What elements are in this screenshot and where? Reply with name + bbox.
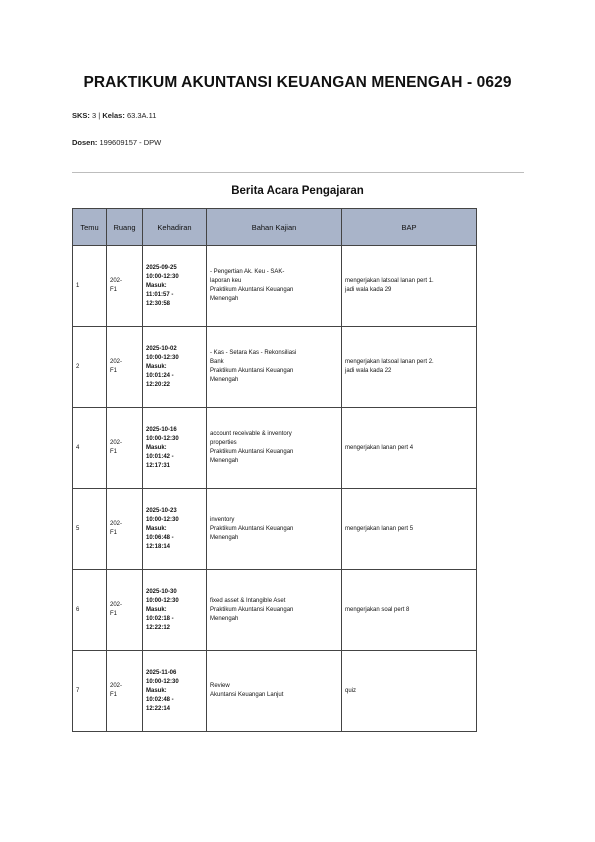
cell-bahan-kajian-line: account receivable & inventory <box>210 431 292 437</box>
cell-kehadiran-line: 10:01:24 - <box>146 372 174 379</box>
cell-kehadiran-line: 2025-09-25 <box>146 264 177 271</box>
cell-kehadiran-line: 10:00-12:30 <box>146 354 179 361</box>
cell-bahan-kajian-line: Akuntansi Keuangan Lanjut <box>210 692 284 698</box>
cell-kehadiran-line: Masuk: <box>146 525 167 532</box>
cell-ruang-line: F1 <box>110 287 118 293</box>
cell-temu: 7 <box>73 651 107 732</box>
kelas-value: 63.3A.11 <box>126 111 157 120</box>
cell-bap <box>342 327 477 408</box>
cell-kehadiran-line: 10:00-12:30 <box>146 516 179 523</box>
table-row <box>73 408 477 489</box>
dosen-value: 199609157 - DPW <box>99 138 162 147</box>
cell-bahan-kajian <box>207 327 342 408</box>
table-header-row <box>73 209 477 246</box>
cell-temu: 4 <box>73 408 107 489</box>
cell-kehadiran-line: 12:17:31 <box>146 462 171 469</box>
cell-ruang <box>107 651 143 732</box>
cell-kehadiran-line: 12:18:14 <box>146 543 171 550</box>
cell-ruang-line: 202- <box>110 683 123 689</box>
cell-kehadiran-line: 2025-11-06 <box>146 669 177 676</box>
cell-ruang-line: 202- <box>110 278 123 284</box>
sks-value: 3 <box>92 111 97 120</box>
cell-bahan-kajian-line: Review <box>210 683 230 689</box>
cell-ruang <box>107 327 143 408</box>
cell-kehadiran <box>143 570 207 651</box>
cell-kehadiran-line: 11:01:57 - <box>146 291 174 298</box>
cell-temu: 2 <box>73 327 107 408</box>
cell-bap-line: jadi wala kada 29 <box>345 287 392 293</box>
cell-kehadiran-line: 10:02:18 - <box>146 615 174 622</box>
cell-bahan-kajian-line: fixed asset & Intangible Aset <box>210 597 286 604</box>
cell-kehadiran <box>143 327 207 408</box>
section-title: Berita Acara Pengajaran <box>231 185 364 197</box>
course-info <box>72 111 156 120</box>
cell-bap <box>342 408 477 489</box>
cell-ruang-line: 202- <box>110 359 123 365</box>
lecturer-info <box>72 138 161 147</box>
cell-bahan-kajian-line: Bank <box>210 359 224 365</box>
cell-bahan-kajian-line: Menengah <box>210 377 239 383</box>
cell-bap-line: mengerjakan lanan pert 5 <box>345 525 414 532</box>
cell-kehadiran-line: 12:30:58 <box>146 300 171 307</box>
sks-label: SKS: <box>72 111 90 120</box>
divider <box>72 172 524 173</box>
cell-bahan-kajian <box>207 651 342 732</box>
table-row <box>73 651 477 732</box>
cell-bahan-kajian-line: Praktikum Akuntansi Keuangan <box>210 606 294 613</box>
cell-kehadiran-line: 12:22:14 <box>146 705 171 712</box>
table-body <box>73 246 477 732</box>
cell-bahan-kajian-line: inventory <box>210 516 235 523</box>
cell-kehadiran-line: Masuk: <box>146 687 167 694</box>
cell-bahan-kajian-line: properties <box>210 440 237 446</box>
cell-bap <box>342 570 477 651</box>
table-row <box>73 489 477 570</box>
cell-kehadiran-line: 2025-10-16 <box>146 426 177 433</box>
cell-kehadiran-line: 10:02:48 - <box>146 696 174 703</box>
cell-kehadiran-line: 12:20:22 <box>146 381 171 388</box>
cell-ruang-line: F1 <box>110 611 118 617</box>
cell-kehadiran-line: 10:00-12:30 <box>146 435 179 442</box>
teaching-report-table <box>72 208 477 732</box>
cell-bahan-kajian-line: - Kas - Setara Kas - Rekonsiliasi <box>210 350 297 356</box>
column-header-bap: BAP <box>342 209 477 246</box>
cell-kehadiran-line: 10:00-12:30 <box>146 597 179 604</box>
cell-bap-line: mengerjakan lanan pert 4 <box>345 444 414 451</box>
cell-ruang <box>107 408 143 489</box>
cell-bahan-kajian-line: Praktikum Akuntansi Keuangan <box>210 449 294 455</box>
cell-ruang <box>107 570 143 651</box>
cell-ruang-line: F1 <box>110 530 118 536</box>
dosen-label: Dosen: <box>72 138 98 147</box>
cell-bahan-kajian-line: laporan keu <box>210 278 242 284</box>
cell-bap-line: mengerjakan latsoal lanan pert 2. <box>345 359 434 365</box>
column-header-temu: Temu <box>73 209 107 246</box>
separator: | <box>98 111 101 120</box>
cell-kehadiran-line: 10:00-12:30 <box>146 273 179 280</box>
cell-kehadiran <box>143 651 207 732</box>
column-header-bahan-kajian: Bahan Kajian <box>207 209 342 246</box>
kelas-label: Kelas: <box>102 111 125 120</box>
cell-ruang-line: F1 <box>110 368 118 374</box>
cell-kehadiran-line: 10:00-12:30 <box>146 678 179 685</box>
cell-temu: 6 <box>73 570 107 651</box>
cell-bap <box>342 651 477 732</box>
cell-kehadiran <box>143 408 207 489</box>
cell-bap <box>342 246 477 327</box>
cell-ruang <box>107 246 143 327</box>
table-row <box>73 570 477 651</box>
cell-bap-line: quiz <box>345 687 357 694</box>
cell-bahan-kajian-line: Praktikum Akuntansi Keuangan <box>210 525 294 532</box>
cell-bap-line: mengerjakan soal pert 8 <box>345 606 410 613</box>
page-title: PRAKTIKUM AKUNTANSI KEUANGAN MENENGAH - 0629 <box>83 74 512 91</box>
column-header-kehadiran: Kehadiran <box>143 209 207 246</box>
cell-temu: 1 <box>73 246 107 327</box>
cell-kehadiran-line: 2025-10-02 <box>146 345 177 352</box>
cell-ruang-line: F1 <box>110 449 118 455</box>
cell-bahan-kajian-line: Praktikum Akuntansi Keuangan <box>210 368 294 374</box>
cell-kehadiran-line: 2025-10-23 <box>146 507 177 514</box>
cell-bahan-kajian <box>207 489 342 570</box>
cell-kehadiran-line: Masuk: <box>146 606 167 613</box>
cell-bap-line: mengerjakan latsoal lanan pert 1. <box>345 278 434 284</box>
cell-kehadiran-line: 10:01:42 - <box>146 453 174 460</box>
cell-bahan-kajian <box>207 246 342 327</box>
cell-bahan-kajian-line: Praktikum Akuntansi Keuangan <box>210 287 294 293</box>
cell-ruang-line: 202- <box>110 521 123 527</box>
cell-kehadiran-line: Masuk: <box>146 444 167 451</box>
cell-bahan-kajian <box>207 408 342 489</box>
cell-kehadiran <box>143 489 207 570</box>
cell-bahan-kajian-line: Menengah <box>210 615 239 622</box>
cell-bahan-kajian-line: Menengah <box>210 296 239 302</box>
cell-kehadiran-line: Masuk: <box>146 363 167 370</box>
cell-temu: 5 <box>73 489 107 570</box>
cell-bap-line: jadi wala kada 22 <box>345 368 392 374</box>
cell-bahan-kajian-line: Menengah <box>210 458 239 464</box>
cell-kehadiran <box>143 246 207 327</box>
table-row <box>73 246 477 327</box>
cell-kehadiran-line: 10:06:48 - <box>146 534 174 541</box>
cell-kehadiran-line: 12:22:12 <box>146 624 171 631</box>
table-row <box>73 327 477 408</box>
cell-ruang-line: 202- <box>110 602 123 608</box>
cell-bahan-kajian-line: Menengah <box>210 534 239 541</box>
cell-bahan-kajian <box>207 570 342 651</box>
cell-ruang-line: 202- <box>110 440 123 446</box>
cell-ruang <box>107 489 143 570</box>
cell-bap <box>342 489 477 570</box>
cell-kehadiran-line: Masuk: <box>146 282 167 289</box>
cell-kehadiran-line: 2025-10-30 <box>146 588 177 595</box>
column-header-ruang: Ruang <box>107 209 143 246</box>
cell-ruang-line: F1 <box>110 692 118 698</box>
cell-bahan-kajian-line: - Pengertian Ak. Keu - SAK- <box>210 269 285 275</box>
